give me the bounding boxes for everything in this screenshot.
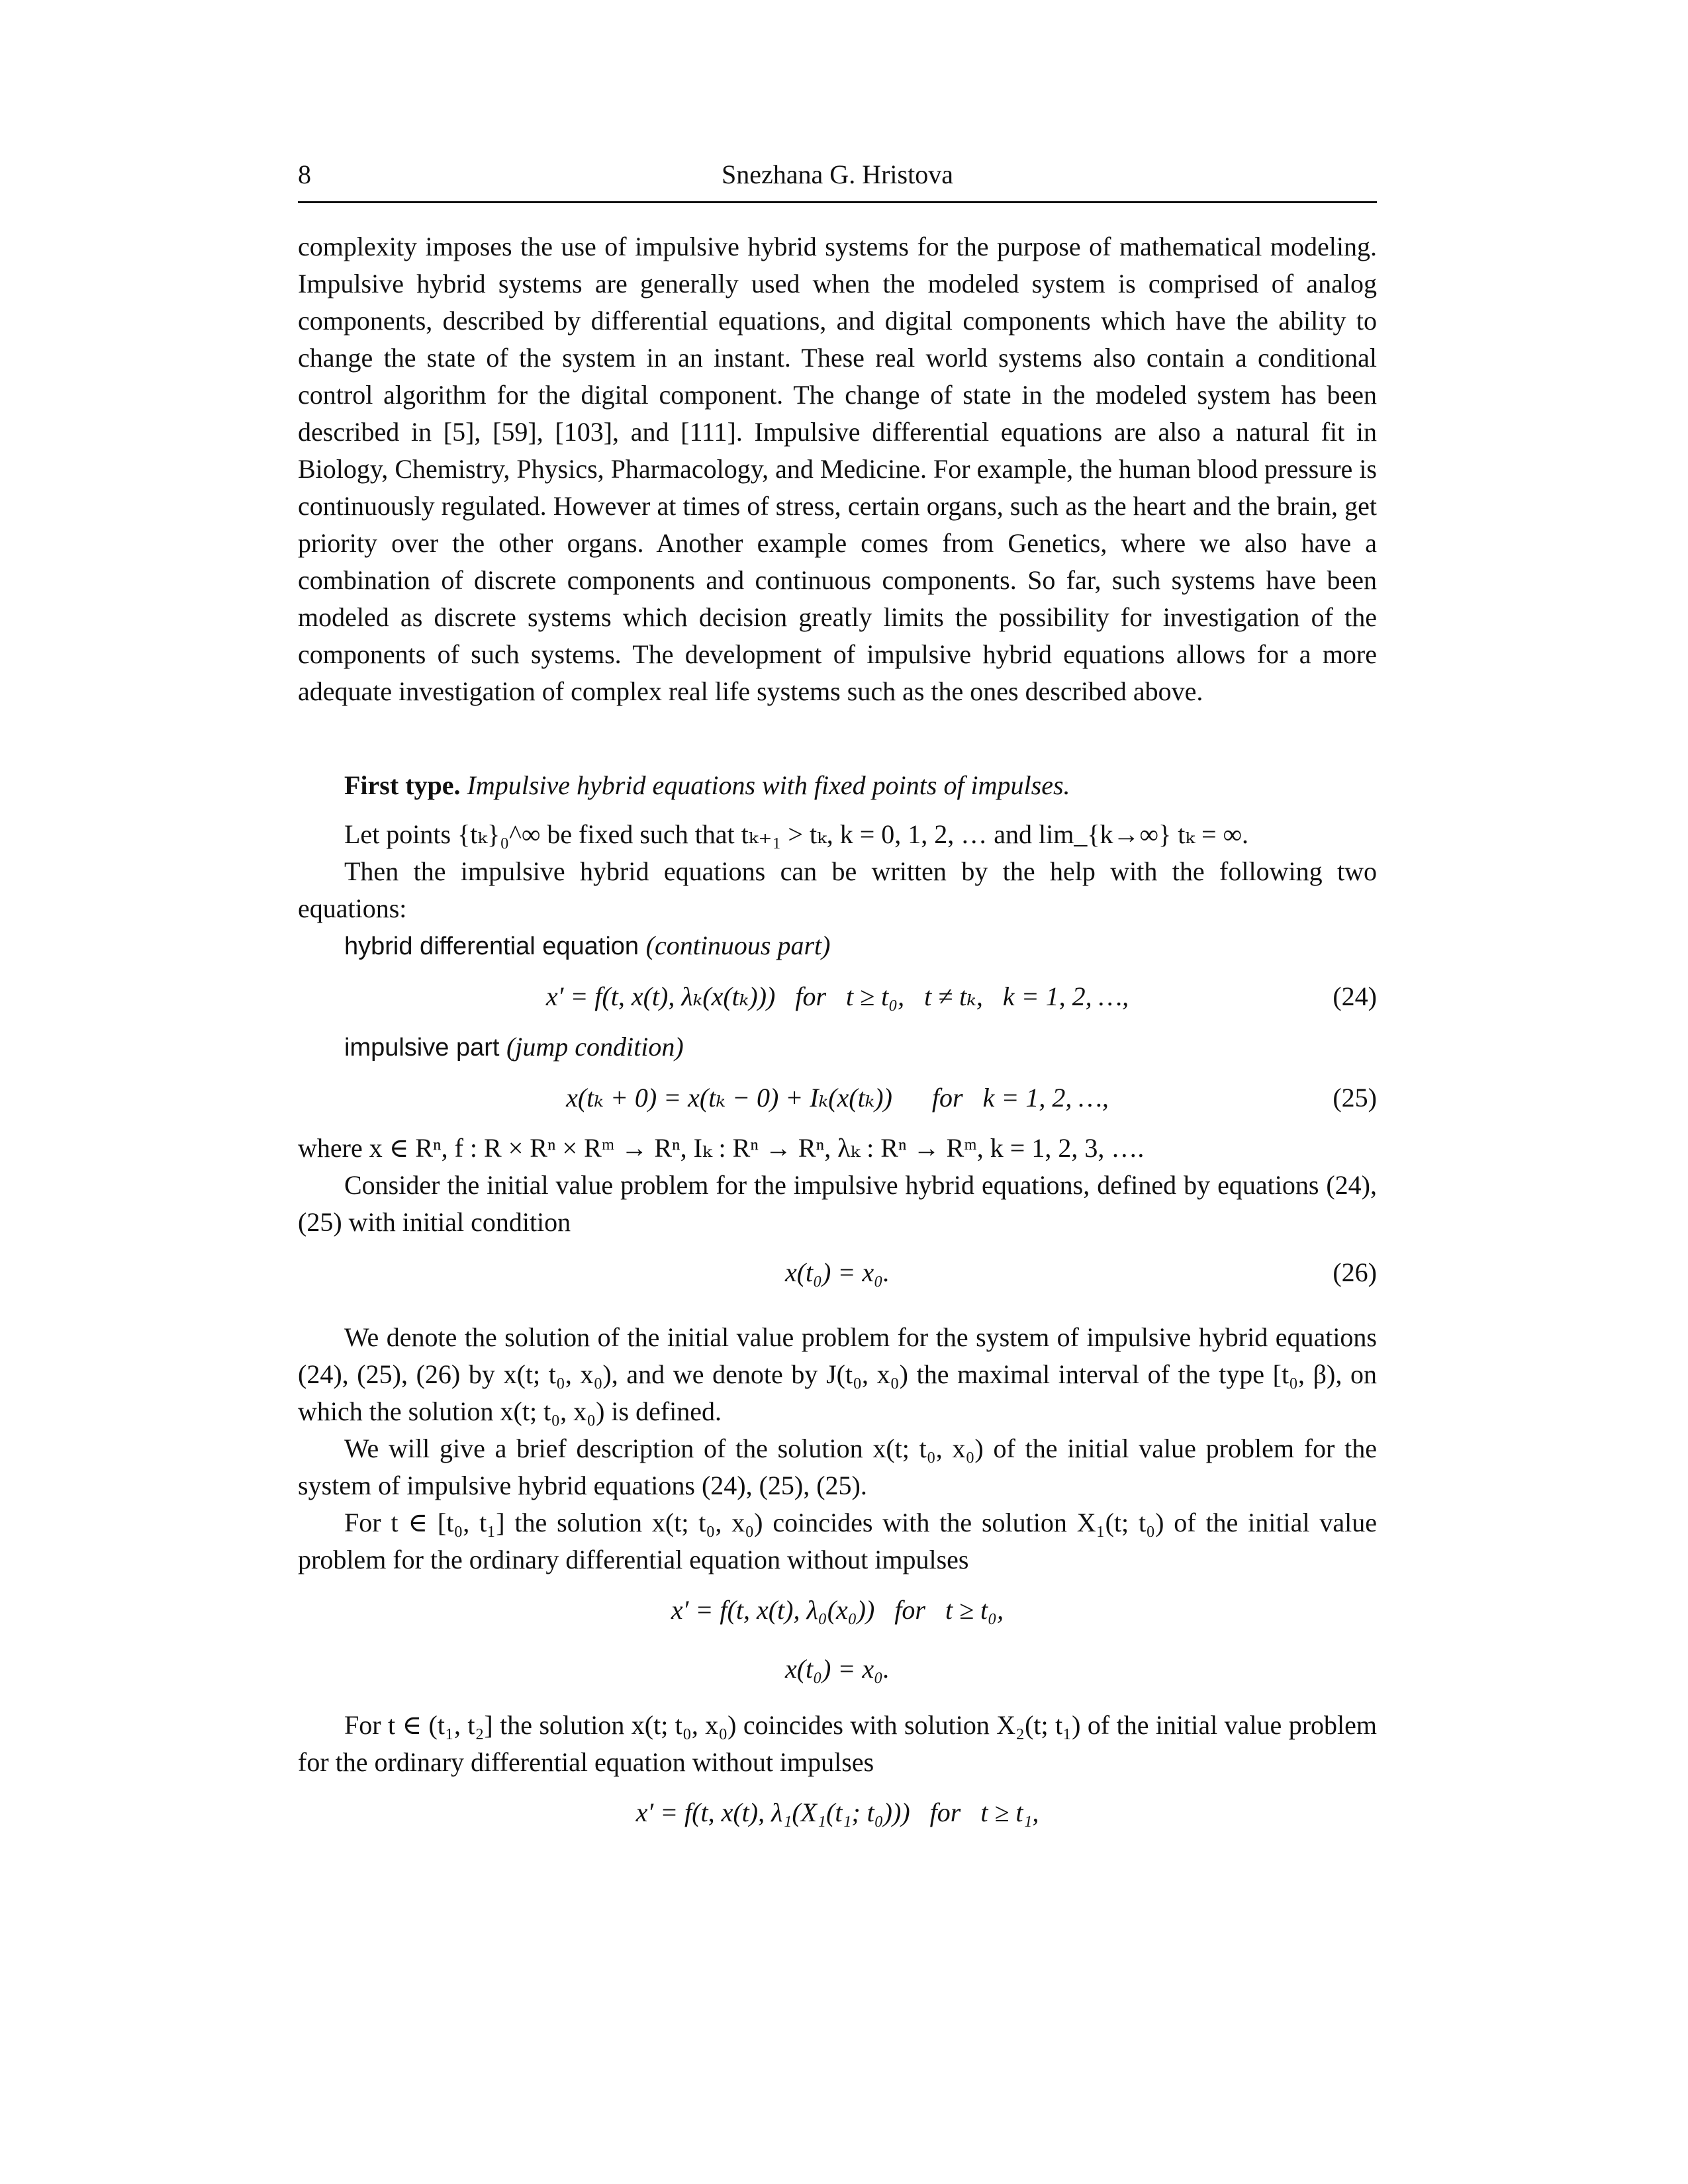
brief-text: We will give a brief description of the solution x(t; t₀, x₀) of the initial value problem for the system of impulsive hybrid equations (24), (25), (25). xyxy=(298,1433,1377,1500)
for-t1-t2-text: For t ∈ (t₁, t₂] the solution x(t; t₀, x₀) coincides with solution X₂(t; t₁) of the initial value problem for the ordinary differential equation without impulses xyxy=(298,1710,1377,1777)
impulsive-label-text: impulsive part xyxy=(344,1034,500,1062)
equation-ode-2-expr: x′ = f(t, x(t), λ₁(X₁(t₁; t₀))) for t ≥ t₁, xyxy=(635,1797,1039,1827)
for-t0-t1-text: For t ∈ [t₀, t₁] the solution x(t; t₀, x₀) coincides with the solution X₁(t; t₀) of the initial value problem for the ordinary differential equation without impulses xyxy=(298,1508,1377,1574)
equation-ode-1 xyxy=(298,1578,1377,1642)
equation-26-expr: x(t₀) = x₀. xyxy=(784,1257,890,1287)
first-type-heading xyxy=(298,767,1377,804)
then-text: Then the impulsive hybrid equations can be written by the help with the following two equations: xyxy=(298,856,1377,923)
equation-ode-1-expr: x′ = f(t, x(t), λ₀(x₀)) for t ≥ t₀, xyxy=(671,1595,1004,1625)
denote-text: We denote the solution of the initial value problem for the system of impulsive hybrid equations (24), (25), (26) by x(t; t₀, x₀), and we denote by J(t₀, x₀) the maximal interval of the type [t₀, β), on which the solution x(t; t₀, x₀) is defined. xyxy=(298,1322,1377,1426)
equation-26 xyxy=(298,1241,1377,1304)
equation-24-expr: x′ = f(t, x(t), λₖ(x(tₖ))) for t ≥ t₀, t ≠ tₖ, k = 1, 2, …, xyxy=(545,981,1129,1011)
equation-ode-2 xyxy=(298,1781,1377,1844)
first-type-title: Impulsive hybrid equations with fixed points of impulses. xyxy=(467,770,1070,800)
hybrid-label xyxy=(298,927,1377,965)
hybrid-label-text: hybrid differential equation xyxy=(344,933,639,960)
let-points-text: Let points {tₖ}₀^∞ be fixed such that tₖ₊₁ > tₖ, k = 0, 1, 2, … and lim_{k→∞} tₖ = ∞. xyxy=(344,819,1249,849)
page-number: 8 xyxy=(298,159,311,189)
equation-ode-1-initial xyxy=(298,1642,1377,1696)
hybrid-label-italic: (continuous part) xyxy=(645,931,831,960)
equation-25-number: (25) xyxy=(1333,1083,1377,1113)
running-header xyxy=(298,159,1377,203)
intro-paragraph: complexity imposes the use of impulsive hybrid systems for the purpose of mathematical modeling. Impulsive hybrid systems are generally used when the modeled system is comprised of analog components, described by differential equations, and digital components which have the ability to change the state of the system in an instant. These real world systems also contain a conditional control algorithm for the digital component. The change of state in the modeled system has been described in [5], [59], [103], and [111]. Impulsive differential equations are also a natural fit in Biology, Chemistry, Physics, Pharmacology, and Medicine. For example, the human blood pressure is continuously regulated. However at times of stress, certain organs, such as the heart and the brain, get priority over the other organs. Another example comes from Genetics, where we also have a combination of discrete components and continuous components. So far, such systems have been modeled as discrete systems which decision greatly limits the possibility for investigation of the components of such systems. The development of impulsive hybrid equations allows for a more adequate investigation of complex real life systems such as the ones described above. xyxy=(298,232,1377,706)
equation-24 xyxy=(298,965,1377,1028)
first-type-label: First type. xyxy=(344,770,461,800)
equation-ode-1-initial-expr: x(t₀) = x₀. xyxy=(784,1654,890,1684)
equation-25-expr: x(tₖ + 0) = x(tₖ − 0) + Iₖ(x(tₖ)) for k = 1, 2, …, xyxy=(566,1083,1109,1113)
impulsive-label xyxy=(298,1028,1377,1066)
consider-text: Consider the initial value problem for the impulsive hybrid equations, defined by equations (24), (25) with initial condition xyxy=(298,1170,1377,1237)
running-head-author: Snezhana G. Hristova xyxy=(722,159,953,189)
equation-26-number: (26) xyxy=(1333,1257,1377,1287)
page xyxy=(298,159,1377,1844)
where-text: where x ∈ Rⁿ, f : R × Rⁿ × Rᵐ → Rⁿ, Iₖ : Rⁿ → Rⁿ, λₖ : Rⁿ → Rᵐ, k = 1, 2, 3, …. xyxy=(298,1133,1145,1163)
equation-24-number: (24) xyxy=(1333,981,1377,1011)
impulsive-label-italic: (jump condition) xyxy=(506,1032,684,1062)
equation-25 xyxy=(298,1066,1377,1130)
